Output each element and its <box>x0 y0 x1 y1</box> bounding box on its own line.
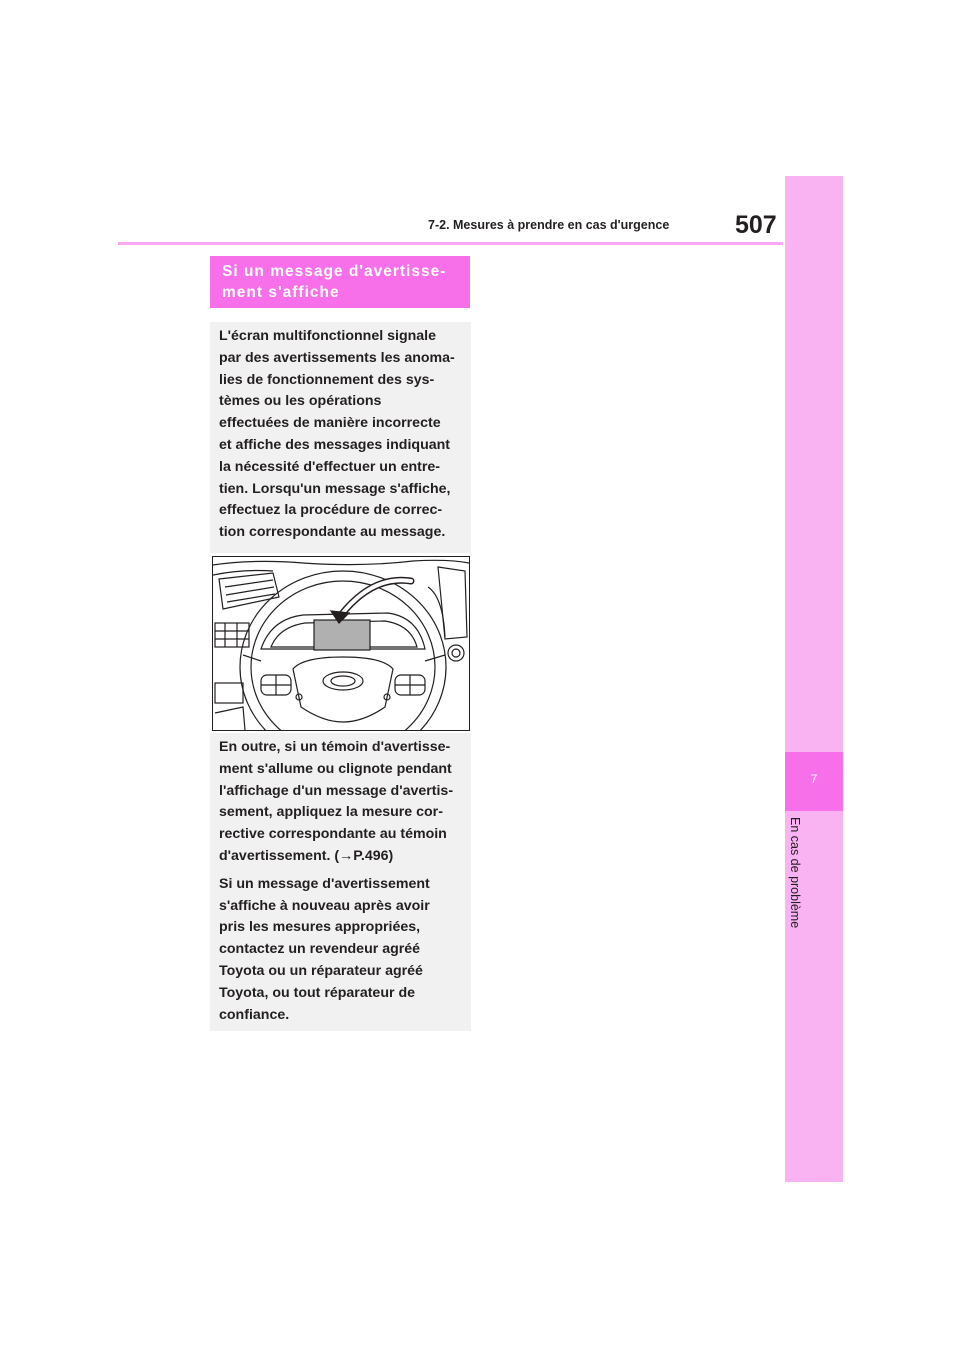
text-line: tien. Lorsqu'un message s'affiche, <box>219 480 451 497</box>
text-line: lies de fonctionnement des sys- <box>219 371 435 388</box>
section-title-line: Si un message d'avertisse- <box>222 263 447 280</box>
text-line: par des avertissements les anoma- <box>219 349 455 366</box>
text-line: Toyota, ou tout réparateur de <box>219 984 416 1001</box>
text-line: Toyota ou un réparateur agréé <box>219 962 423 979</box>
text-line: ment s'allume ou clignote pendant <box>219 760 452 777</box>
chapter-title: En cas de problème <box>788 817 802 929</box>
text-line: Si un message d'avertissement <box>219 875 430 892</box>
text-line: contactez un revendeur agréé <box>219 941 421 958</box>
text-line: effectuées de manière incorrecte <box>219 415 441 432</box>
text-line: confiance. <box>219 1006 290 1023</box>
chapter-number: 7 <box>810 772 818 786</box>
dashboard-drawing <box>213 557 469 730</box>
header-section-title: 7-2. Mesures à prendre en cas d'urgence <box>428 218 670 232</box>
text-line: sement, appliquez la mesure cor- <box>219 804 443 821</box>
section-title <box>210 256 470 308</box>
chapter-side-tab <box>785 176 843 1182</box>
text-line: l'affichage d'un message d'avertis- <box>219 782 454 799</box>
text-line: En outre, si un témoin d'avertisse- <box>219 739 451 755</box>
warning-paragraph <box>219 737 463 868</box>
page-reference-link[interactable]: d'avertissement. (→P.496) <box>219 847 394 864</box>
text-line: rective correspondante au témoin <box>219 826 447 843</box>
intro-text-box <box>210 322 471 553</box>
dealer-paragraph <box>219 874 463 1027</box>
intro-paragraph <box>219 326 463 544</box>
text-line: s'affiche à nouveau après avoir <box>219 897 430 914</box>
section-title-line: ment s'affiche <box>222 284 340 301</box>
text-line: et affiche des messages indiquant <box>219 436 451 453</box>
text-line: la nécessité d'effectuer un entre- <box>219 458 440 475</box>
page-number: 507 <box>735 211 777 239</box>
text-line: effectuez la procédure de correc- <box>219 502 443 519</box>
text-line: tèmes ou les opérations <box>219 393 382 410</box>
text-line: tion correspondante au message. <box>219 524 446 541</box>
warning-text-box <box>210 733 471 1031</box>
dashboard-illustration <box>212 556 470 731</box>
text-line: L'écran multifonctionnel signale <box>219 328 437 344</box>
header-rule <box>118 242 783 245</box>
text-line: pris les mesures appropriées, <box>219 919 421 936</box>
